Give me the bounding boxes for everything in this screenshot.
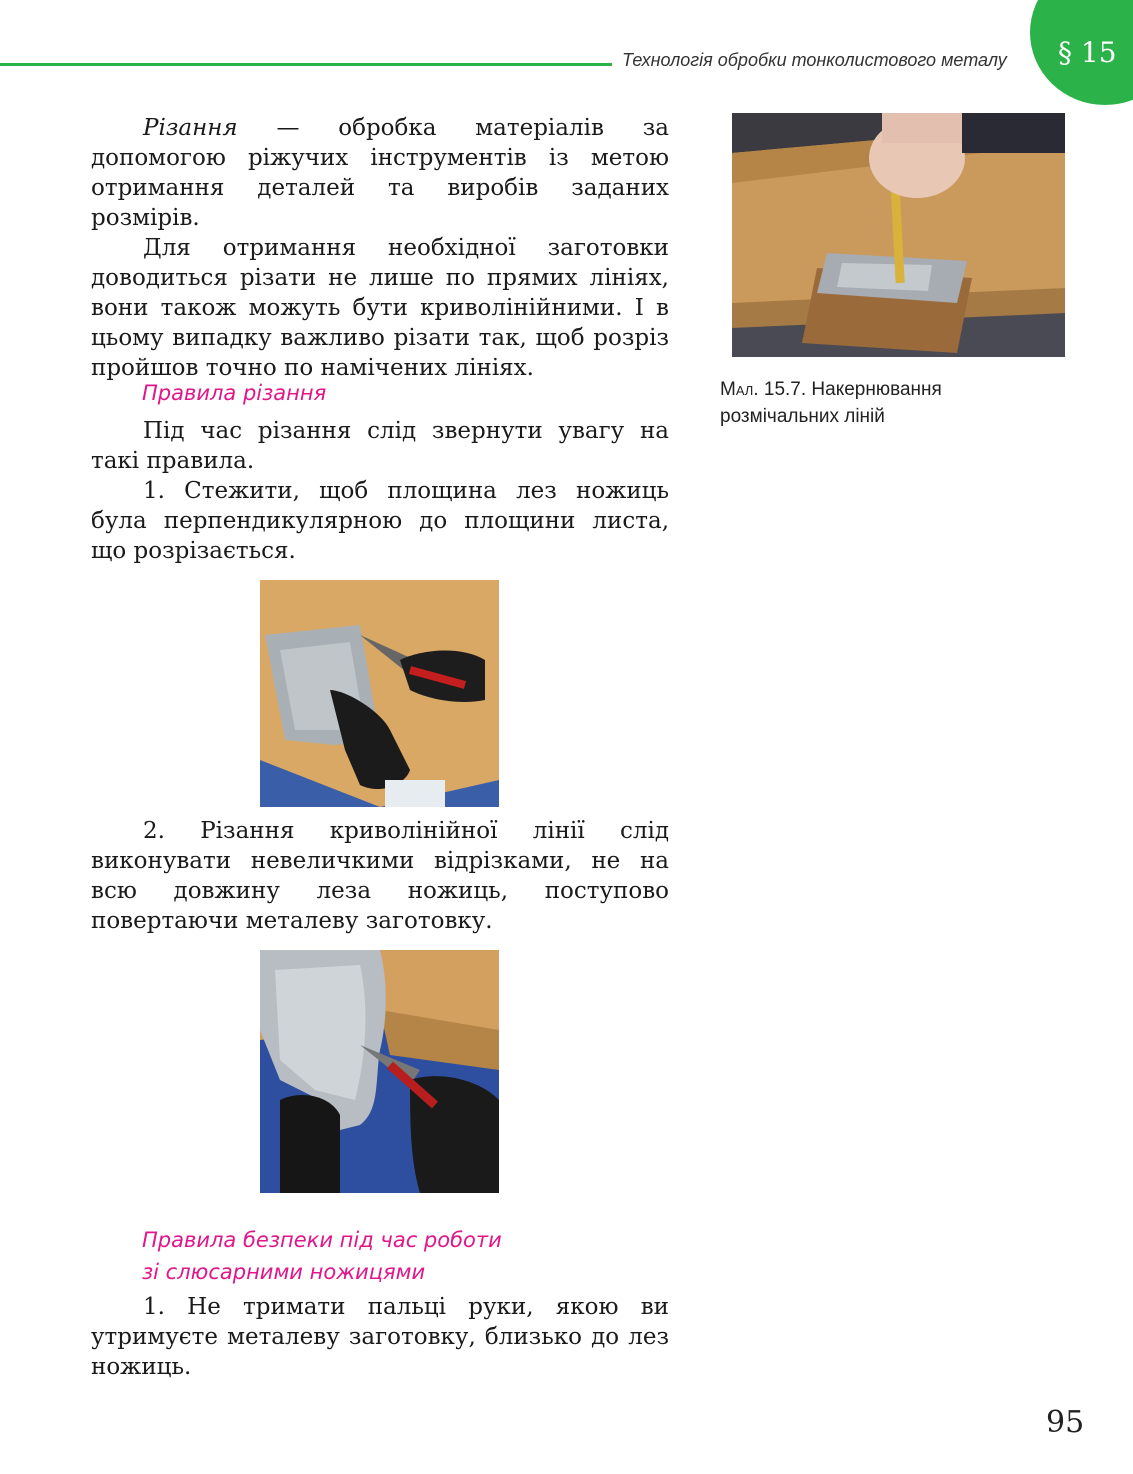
figure-number: 15.7. xyxy=(763,379,807,400)
figure-caption xyxy=(720,376,1020,430)
figure-text: Накернювання розмічальних ліній xyxy=(720,379,942,427)
page-number: 95 xyxy=(1046,1405,1085,1440)
photo-cutting-curve xyxy=(260,950,499,1193)
section-number: § 15 xyxy=(1058,36,1117,69)
running-header: Технологія обробки тонколистового металу xyxy=(622,50,1007,70)
rule-1: 1. Стежити, щоб площина лез ножиць була перпендикулярною до площини листа, що розрізається. xyxy=(91,478,669,564)
header-rule xyxy=(0,63,612,66)
rule-2-text xyxy=(91,816,669,936)
photo-cutting-straight xyxy=(260,580,499,807)
intro-text xyxy=(91,113,669,383)
safety-rule-1: 1. Не тримати пальці руки, якою ви утримуєте металеву заготовку, близько до лез ножиць. xyxy=(91,1294,669,1380)
rules-heading: Правила різання xyxy=(142,381,327,405)
term-rizannya: Різання xyxy=(143,115,238,141)
safety-heading xyxy=(142,1224,502,1288)
safety-heading-line-2: зі слюсарними ножицями xyxy=(142,1260,426,1284)
intro-paragraph-2: Для отримання необхідної заготовки доводиться різати не лише по прямих лініях, вони також можуть бути криволінійними. І в цьому випадку важливо різати так, щоб розріз пройшов точно по намічених лініях. xyxy=(91,235,669,381)
photo-punching-lines xyxy=(732,113,1065,357)
rules-intro: Під час різання слід звернути увагу на такі правила. xyxy=(91,418,669,474)
safety-heading-line-1: Правила безпеки під час роботи xyxy=(142,1228,502,1252)
rule-2: 2. Різання криволінійної лінії слід виконувати невеличкими відрізками, не на всю довжину леза ножиць, поступово повертаючи металеву заготовку. xyxy=(91,818,669,934)
safety-text xyxy=(91,1292,669,1382)
rules-text xyxy=(91,416,669,566)
figure-label: Мал. xyxy=(720,379,759,400)
definition-paragraph: Різання — обробка матеріалів за допомогою ріжучих інструментів із метою отримання деталей та виробів заданих розмірів. xyxy=(91,115,669,231)
